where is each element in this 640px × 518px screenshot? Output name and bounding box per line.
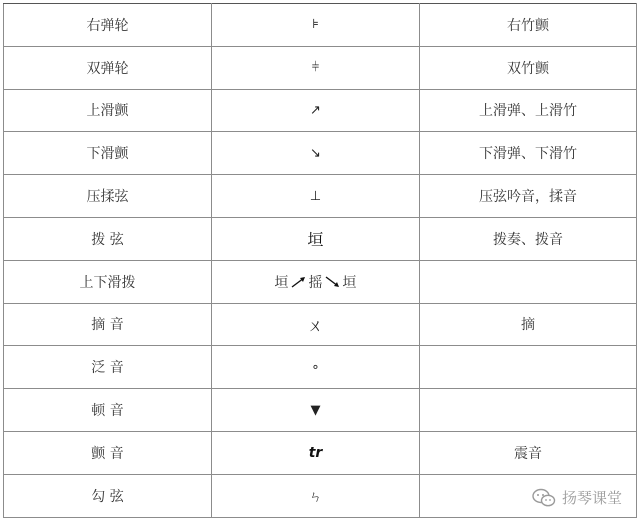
arrow-up-right-icon [291, 275, 307, 289]
table-row [4, 46, 637, 89]
technique-note [420, 260, 637, 303]
watermark-text: 扬琴课堂 [561, 489, 622, 507]
table-row [4, 175, 637, 218]
symbol-part: 垣 [342, 274, 357, 291]
technique-note: 上滑弹、上滑竹 [420, 89, 637, 132]
technique-note: 摘 [420, 303, 637, 346]
table-row [4, 431, 637, 474]
technique-name: 勾 弦 [4, 474, 212, 517]
table-row [4, 89, 637, 132]
technique-name: 摘 音 [4, 303, 212, 346]
technique-symbol-sequence [212, 260, 420, 303]
technique-name: 颤 音 [4, 431, 212, 474]
technique-symbol: ⊥ [212, 175, 420, 218]
technique-symbol: ↘ [212, 132, 420, 175]
wechat-icon [532, 488, 556, 508]
technique-symbol: ↗ [212, 89, 420, 132]
technique-symbol: 垣 [212, 217, 420, 260]
technique-name: 泛 音 [4, 346, 212, 389]
technique-note: 下滑弹、下滑竹 [420, 132, 637, 175]
technique-name: 拨 弦 [4, 217, 212, 260]
symbol-part: 摇 [308, 274, 323, 291]
technique-symbol: ⫩ [212, 46, 420, 89]
technique-note [420, 389, 637, 432]
table-row [4, 260, 637, 303]
technique-name: 右弹轮 [4, 4, 212, 47]
technique-symbol: ㄨ [212, 303, 420, 346]
technique-symbol: ∘ [212, 346, 420, 389]
technique-name: 双弹轮 [4, 46, 212, 89]
technique-name: 上滑颤 [4, 89, 212, 132]
symbol-part: 垣 [274, 274, 289, 291]
table-row [4, 4, 637, 47]
technique-note: 震音 [420, 431, 637, 474]
arrow-down-right-icon [325, 275, 341, 289]
technique-symbol: tr [212, 431, 420, 474]
technique-note: 双竹颤 [420, 46, 637, 89]
technique-name: 顿 音 [4, 389, 212, 432]
technique-note: 拨奏、拨音 [420, 217, 637, 260]
notation-table [3, 3, 637, 518]
table-row [4, 346, 637, 389]
technique-symbol: ㄣ [212, 474, 420, 517]
table-row [4, 217, 637, 260]
technique-note: 右竹颤 [420, 4, 637, 47]
technique-name: 上下滑拨 [4, 260, 212, 303]
technique-name: 下滑颤 [4, 132, 212, 175]
technique-symbol: ▼ [212, 389, 420, 432]
notation-table-container [3, 3, 636, 518]
table-row [4, 303, 637, 346]
technique-name: 压揉弦 [4, 175, 212, 218]
technique-note: 压弦吟音，揉音 [420, 175, 637, 218]
technique-symbol: ⊧ [212, 4, 420, 47]
table-row [4, 389, 637, 432]
watermark [532, 487, 622, 508]
table-row [4, 132, 637, 175]
technique-note [420, 346, 637, 389]
